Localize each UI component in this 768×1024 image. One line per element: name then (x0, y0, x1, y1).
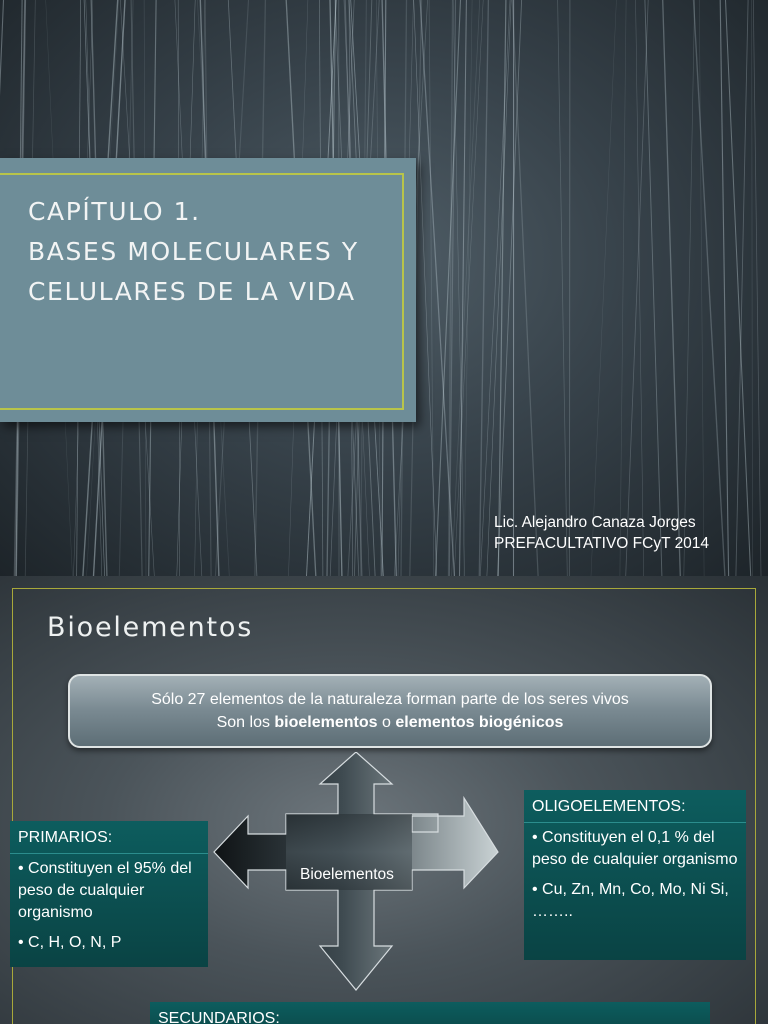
banner-bold-2: elementos biogénicos (395, 714, 564, 731)
primarios-bullet-2: • C, H, O, N, P (18, 934, 122, 951)
banner-mid: o (377, 714, 396, 731)
slide-title (28, 192, 408, 312)
secundarios-box (150, 1002, 710, 1024)
background-line (684, 0, 695, 576)
banner-line-2 (70, 711, 710, 734)
title-line-3: CELULARES DE LA VIDA (28, 277, 356, 306)
primarios-box (10, 821, 208, 967)
background-line (752, 0, 753, 576)
background-line (720, 0, 728, 576)
author-block (494, 512, 709, 554)
background-line (512, 0, 538, 576)
background-line (694, 0, 725, 576)
background-line (699, 0, 704, 576)
background-line (591, 0, 616, 576)
primarios-title: PRIMARIOS: (18, 829, 113, 846)
background-line (498, 0, 522, 576)
oligo-bullet-2: • Cu, Zn, Mn, Co, Mo, Ni Si, …….. (532, 881, 729, 920)
oligoelementos-box (524, 790, 746, 960)
center-label: Bioelementos (300, 866, 394, 883)
background-line (645, 0, 662, 576)
background-line (663, 0, 681, 576)
background-line (480, 0, 510, 576)
banner-line-1: Sólo 27 elementos de la naturaleza forman parte de los seres vivos (151, 691, 629, 708)
banner-prefix: Son los (216, 714, 275, 731)
bioelementos-slide (0, 576, 768, 1024)
background-line (436, 0, 461, 576)
title-line-2: BASES MOLECULARES Y (28, 237, 359, 266)
oligo-title: OLIGOELEMENTOS: (532, 798, 686, 815)
banner-bold-1: bioelementos (274, 714, 378, 731)
slide-heading: Bioelementos (47, 612, 254, 643)
background-line (558, 0, 568, 576)
background-line (569, 0, 570, 576)
oligo-bullet-1: • Constituyen el 0,1 % del peso de cualquier organismo (532, 829, 738, 868)
background-line (620, 0, 626, 576)
primarios-bullet-1: • Constituyen el 95% del peso de cualquier organismo (18, 860, 192, 921)
background-line (498, 0, 506, 576)
background-line (429, 0, 434, 576)
course-name: PREFACULTATIVO FCyT 2014 (494, 535, 710, 552)
title-line-1: CAPÍTULO 1. (28, 197, 201, 226)
background-line (479, 0, 488, 576)
secundarios-title: SECUNDARIOS: (158, 1010, 280, 1024)
info-banner (68, 674, 712, 748)
background-line (753, 0, 761, 576)
author-name: Lic. Alejandro Canaza Jorges (494, 514, 696, 531)
